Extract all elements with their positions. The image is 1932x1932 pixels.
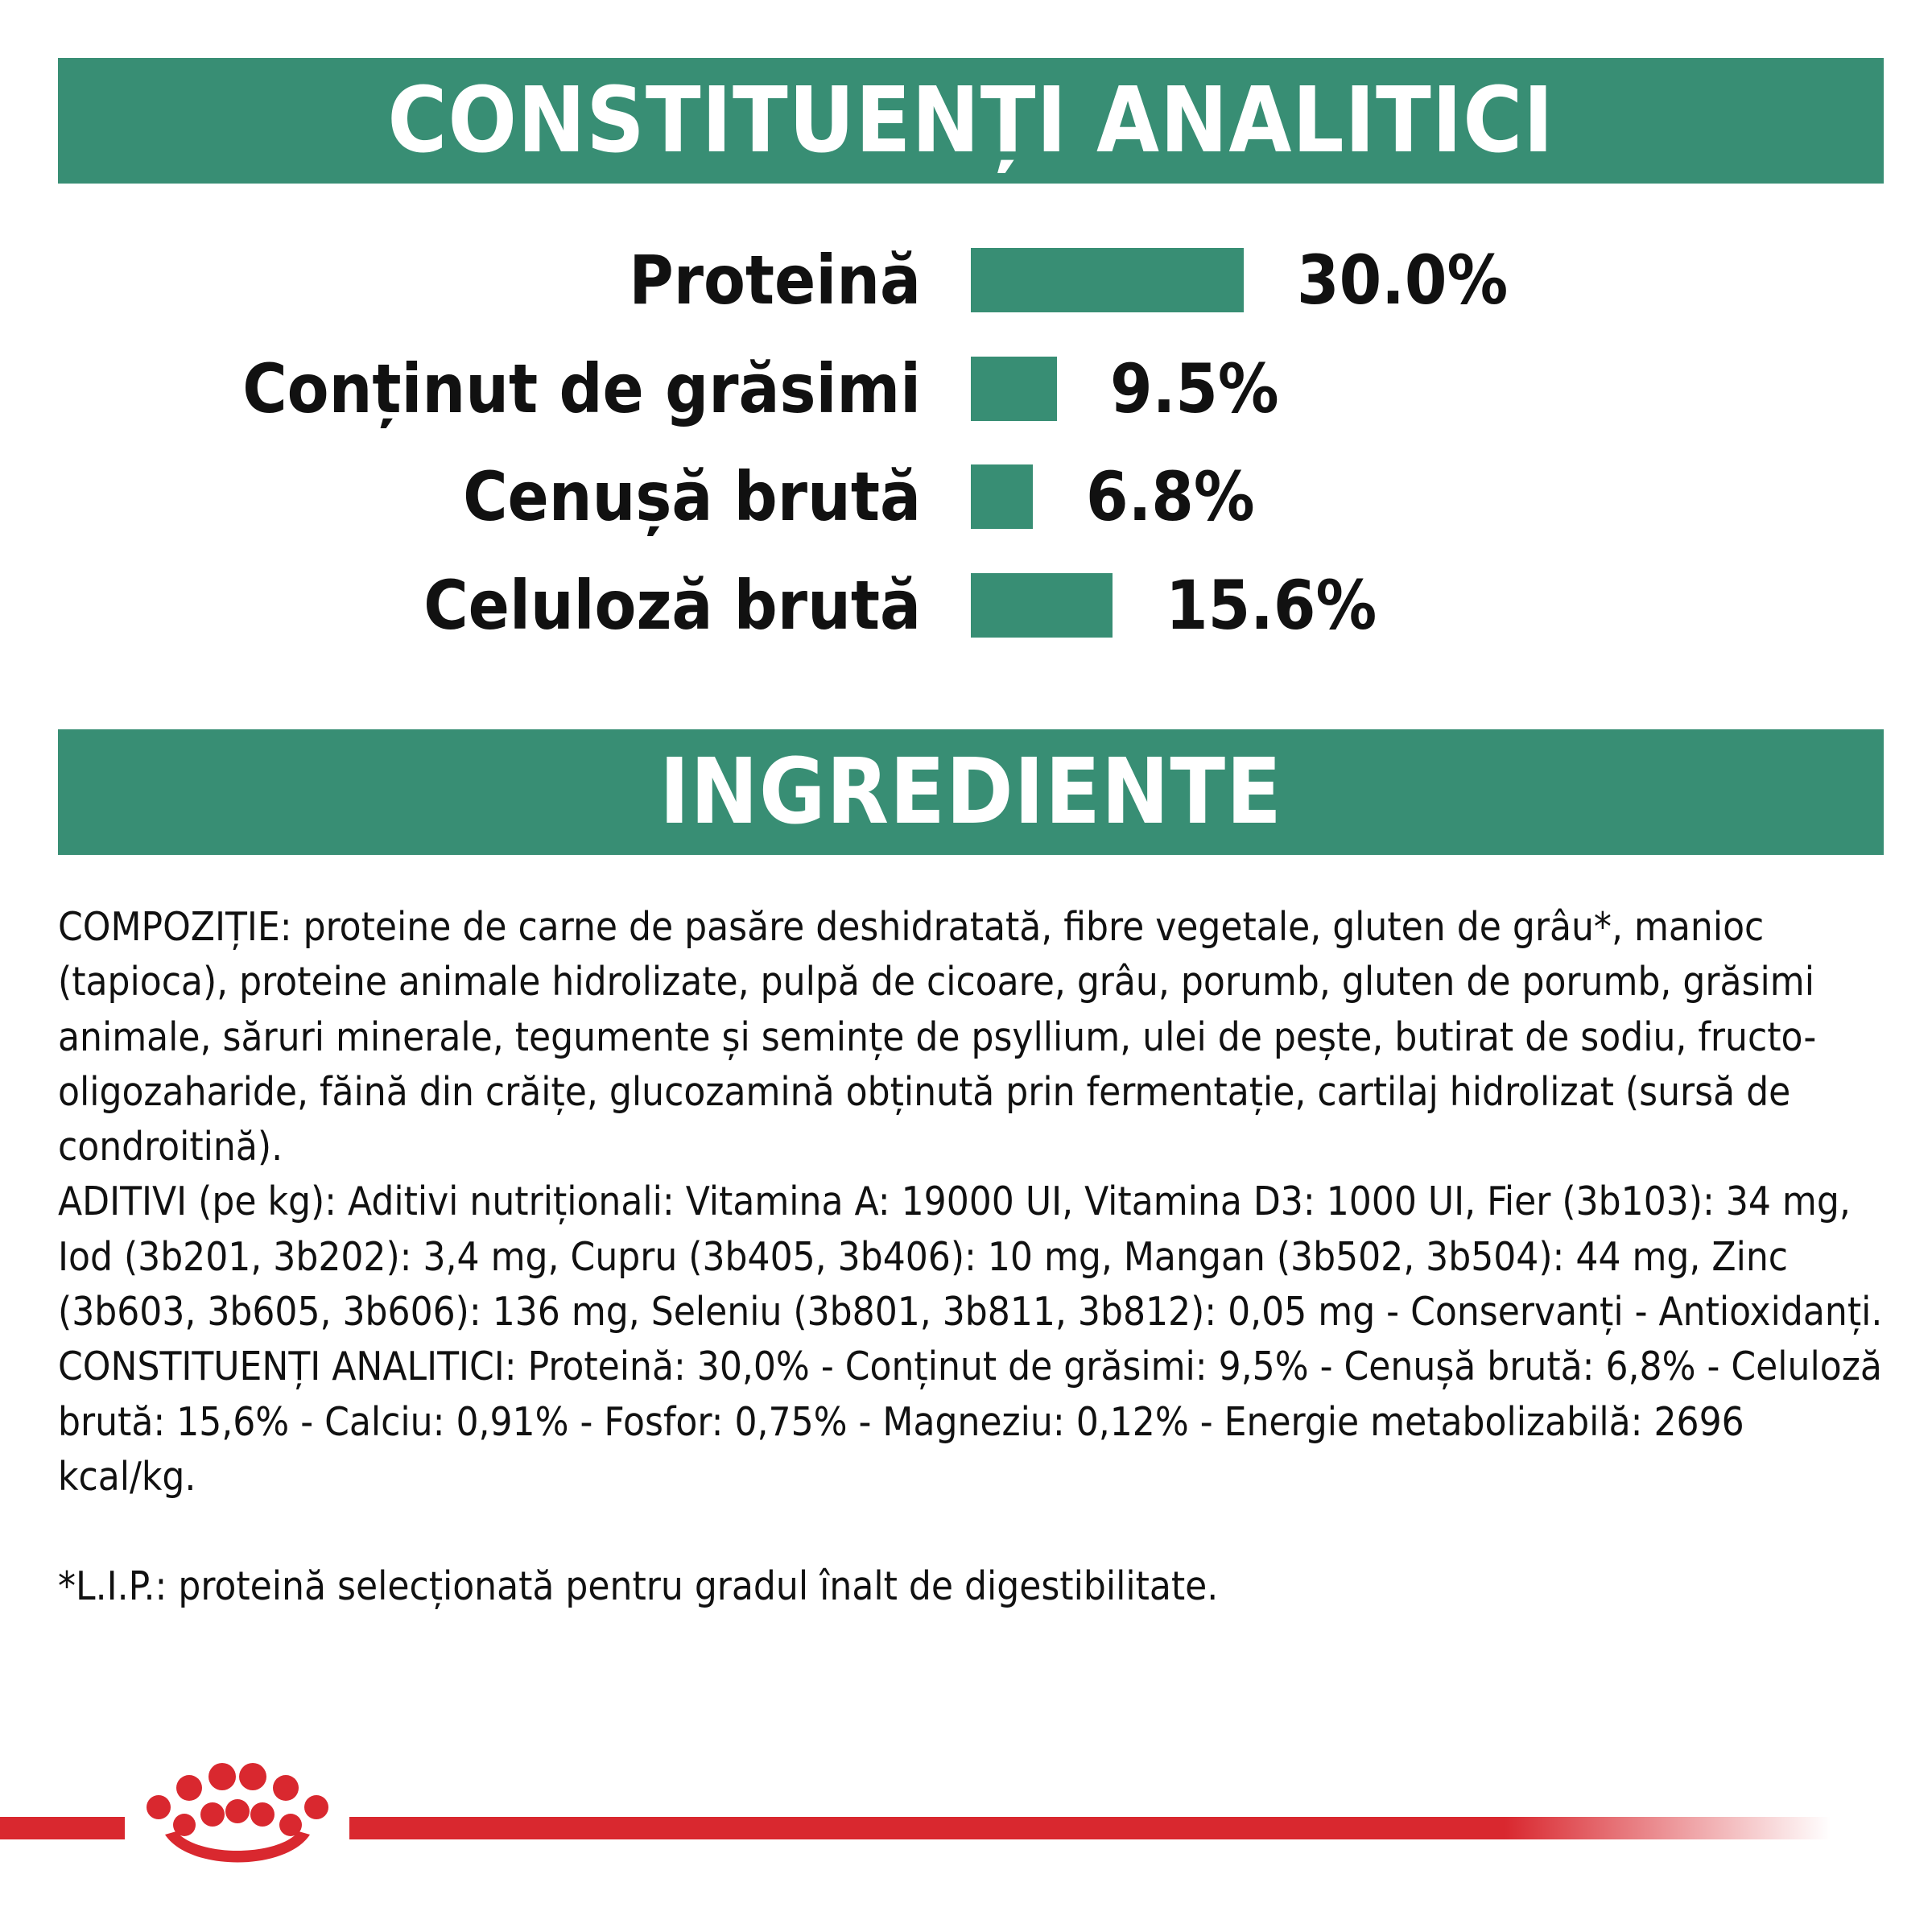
footer-red-line-left [0,1817,125,1839]
footnote-paragraph: *L.I.P.: proteină selecționată pentru gradul înalt de digestibilitate. [58,1563,1219,1610]
analitici-header-banner [58,58,1884,184]
nutrient-value: 15.6% [1166,566,1377,645]
ingredients-text-block [58,900,1884,1615]
footer-red-line-right [349,1817,1831,1839]
nutrient-row-fat [0,349,1932,428]
ingrediente-title: INGREDIENTE [659,740,1282,844]
nutrient-bar [971,573,1113,638]
analytical-paragraph: CONSTITUENȚI ANALITICI: Proteină: 30,0% - Conținut de grăsimi: 9,5% - Cenușă brută: 6,8% - Celuloză brută: 15,6% - Calciu: 0,91% - Fosfor: 0,75% - Magneziu: 0,12% - Energie metabolizabilă: 2696 kcal/kg. [58,1344,1882,1500]
nutrient-bar [971,464,1033,529]
nutrient-value: 9.5% [1110,349,1279,428]
nutrient-label: Proteină [629,241,921,320]
nutrient-label: Cenușă brută [463,457,921,536]
composition-paragraph: COMPOZIȚIE: proteine de carne de pasăre deshidratată, fibre vegetale, gluten de grâu*, manioc (tapioca), proteine animale hidrolizate, pulpă de cicoare, grâu, porumb, gluten de porumb, grăsimi animale, săruri minerale, tegumente și semințe de psyllium, ulei de pește, butirat de sodiu, fructo-oligozaharide, făină din crăițe, glucozamină obținută prin fermentație, cartilaj hidrolizat (sursă de condroitină). [58,904,1817,1170]
nutrient-row-protein [0,241,1932,320]
nutrient-bar [971,357,1057,421]
royal-canin-crown-icon [133,1751,342,1872]
nutrient-label: Conținut de grăsimi [242,349,921,428]
nutrient-label: Celuloză brută [423,566,921,645]
nutrient-value: 30.0% [1297,241,1509,320]
analitici-title: CONSTITUENȚI ANALITICI [387,68,1554,173]
ingrediente-header-banner [58,729,1884,855]
nutrient-value: 6.8% [1086,457,1255,536]
nutrient-row-fiber [0,566,1932,645]
additives-paragraph: ADITIVI (pe kg): Aditivi nutriționali: Vitamina A: 19000 UI, Vitamina D3: 1000 UI, Fier (3b103): 34 mg, Iod (3b201, 3b202): 3,4 mg, Cupru (3b405, 3b406): 10 mg, Mangan (3b502, 3b504): 44 mg, Zinc (3b603, 3b605, 3b606): 136 mg, Seleniu (3b801, 3b811, 3b812): 0,05 mg - Conservanți - Antioxidanți. [58,1179,1883,1335]
nutrient-bar [971,248,1244,312]
nutrient-row-ash [0,457,1932,536]
